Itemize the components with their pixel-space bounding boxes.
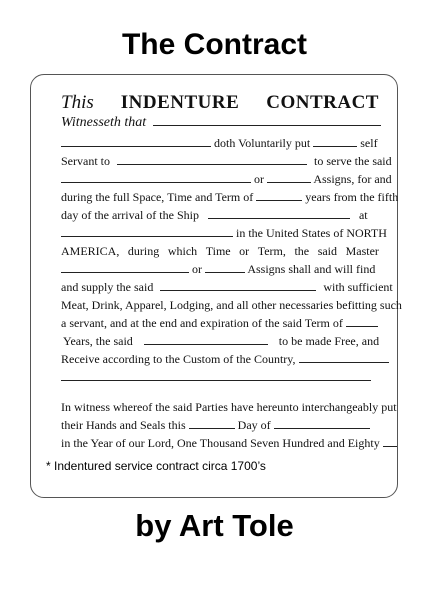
line-3 [61, 154, 392, 168]
blank [61, 136, 211, 147]
blank [313, 136, 357, 147]
blank [189, 418, 235, 429]
witness-line-3 [61, 436, 379, 450]
line-9 [61, 262, 379, 276]
text: in the Year of our Lord, One Thousand Seven Hundred and Eighty [61, 436, 380, 450]
blank [61, 370, 371, 381]
word: or [239, 244, 250, 258]
word: the [294, 244, 310, 258]
line-11: Meat, Drink, Apparel, Lodging, and all other necessaries befitting such [61, 298, 402, 312]
blank [61, 262, 189, 273]
blank [61, 172, 251, 183]
text: or [254, 172, 264, 186]
line-witnesseth [61, 115, 379, 130]
text: Day of [237, 418, 271, 432]
blank [117, 154, 307, 165]
blank [160, 280, 316, 291]
author-credit: by Art Tole [135, 508, 294, 543]
line-10 [61, 280, 393, 294]
text: at [358, 208, 368, 222]
text: during the full Space, Time and Term of [61, 190, 254, 204]
blank [274, 418, 370, 429]
text: years from the fifth [305, 190, 399, 204]
blank-party-name [153, 115, 381, 126]
word: during [127, 244, 160, 258]
witnesseth-text: Witnesseth that [61, 115, 147, 130]
text: to be made Free, and [278, 334, 380, 348]
blank [267, 172, 311, 183]
word: which [167, 244, 198, 258]
heading-this: This [61, 92, 94, 113]
blank [346, 316, 378, 327]
line-6 [61, 208, 379, 222]
blank [61, 226, 233, 237]
witness-line-1: In witness whereof the said Parties have hereunto interchangeably put [61, 400, 397, 414]
line-13 [61, 334, 379, 348]
page-title: The Contract [121, 28, 307, 61]
line-7 [61, 226, 387, 240]
text: a servant, and at the end and expiration of the said Term of [61, 316, 343, 330]
text: Assigns shall and will find [247, 262, 376, 276]
word: said [317, 244, 338, 258]
heading-indenture: INDENTURE [120, 92, 240, 113]
line-14 [61, 352, 379, 366]
contract-heading [61, 92, 379, 114]
text: day of the arrival of the Ship [61, 208, 199, 222]
text: Receive according to the Custom of the Country, [61, 352, 296, 366]
blank [208, 208, 350, 219]
blank [205, 262, 245, 273]
text: doth Voluntarily put [214, 136, 311, 150]
footnote: * Indentured service contract circa 1700’s [46, 459, 266, 473]
text: to serve the said [314, 154, 392, 168]
witness-line-2 [61, 418, 379, 432]
text: or [192, 262, 202, 276]
text: with sufficient [323, 280, 393, 294]
heading-contract: CONTRACT [266, 92, 379, 113]
text: Years, the said [63, 334, 133, 348]
line-12 [61, 316, 379, 330]
text: self [360, 136, 378, 150]
blank [299, 352, 389, 363]
line-2 [61, 136, 379, 150]
blank [383, 436, 397, 447]
word: AMERICA, [61, 244, 120, 258]
text: and supply the said [61, 280, 154, 294]
line-4 [61, 172, 392, 186]
text: their Hands and Seals this [61, 418, 186, 432]
word: Time [205, 244, 231, 258]
word: Master [345, 244, 379, 258]
blank [144, 334, 268, 345]
text: in the United States of NORTH [236, 226, 387, 240]
text: Servant to [61, 154, 110, 168]
word: Term, [257, 244, 286, 258]
line-5 [61, 190, 399, 204]
blank [256, 190, 302, 201]
line-15 [61, 370, 379, 384]
text: Assigns, for and [313, 172, 392, 186]
line-8 [61, 244, 379, 258]
